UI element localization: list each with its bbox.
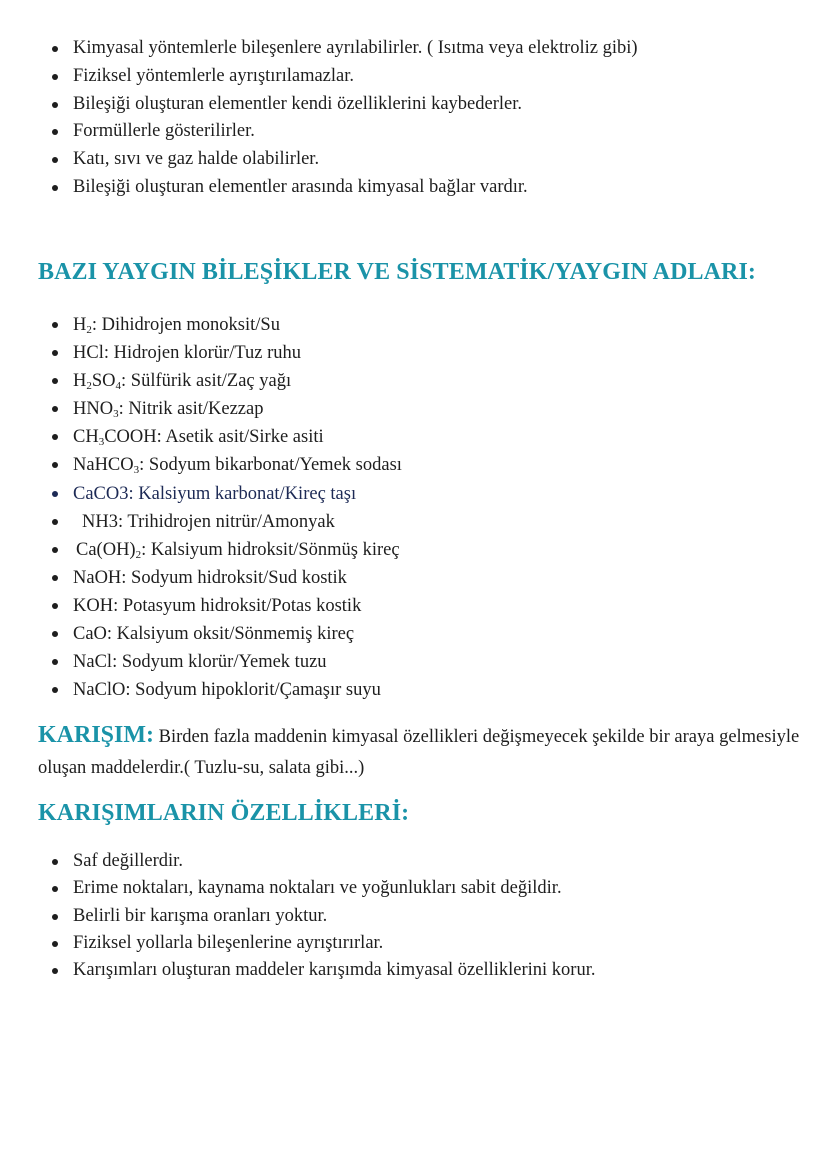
bullet-icon (52, 102, 58, 108)
compound-item (50, 480, 402, 508)
list-item: Saf değillerdir. (50, 848, 595, 875)
compound-item (50, 564, 402, 592)
bullet-icon (52, 914, 58, 920)
compound-item: $H_2SO_4$: Sülfürik asit/Zaç yağı (50, 367, 402, 395)
list-item: Bileşiği oluşturan elementler arasında kimyasal bağlar vardır. (50, 174, 638, 202)
mixture-definition (38, 720, 808, 784)
mixture-definition-text: Birden fazla maddenin kimyasal özellikleri değişmeyecek şekilde bir araya gelmesiyle oluşan maddelerdir.( Tuzlu-su, salata gibi...) (38, 727, 800, 778)
bullet-icon (52, 322, 58, 328)
list-item: Belirli bir karışma oranları yoktur. (50, 903, 595, 930)
compound-name: : Sülfürik asit/Zaç yağı (121, 371, 292, 392)
bullet-icon (52, 129, 58, 135)
bullet-icon (52, 74, 58, 80)
bullet-icon (52, 462, 58, 468)
compound-name: : Potasyum hidroksit/Potas kostik (113, 595, 362, 616)
compound-item: $HNO_3$: Nitrik asit/Kezzap (50, 395, 402, 423)
section-heading-common-compounds: BAZI YAYGIN BİLEŞİKLER VE SİSTEMATİK/YAYGIN ADLARI: (38, 259, 757, 285)
formula: Ca(OH) (76, 539, 136, 560)
formula: NH3 (82, 511, 118, 532)
list-item: Kimyasal yöntemlerle bileşenlere ayrılabilirler. ( Isıtma veya elektroliz gibi) (50, 35, 638, 63)
bullet-icon (52, 406, 58, 412)
compound-name: : Kalsiyum karbonat/Kireç taşı (128, 483, 357, 504)
compound-item (50, 676, 402, 704)
bullet-icon (52, 378, 58, 384)
formula: CaCO3 (73, 483, 129, 504)
list-item: Bileşiği oluşturan elementler kendi özelliklerini kaybederler. (50, 91, 638, 119)
compound-name: : Hidrojen klorür/Tuz ruhu (103, 343, 301, 364)
compound-item (50, 508, 402, 536)
list-item: Erime noktaları, kaynama noktaları ve yoğunlukları sabit değildir. (50, 875, 595, 902)
compound-name: : Sodyum hipoklorit/Çamaşır suyu (125, 680, 381, 701)
bullet-icon (52, 941, 58, 947)
list-item: Fiziksel yollarla bileşenlerine ayrıştırırlar. (50, 930, 595, 957)
compound-item: $H_2$: Dihidrojen monoksit/Su (50, 311, 402, 339)
mixture-term: KARIŞIM: (38, 722, 155, 748)
bullet-icon (52, 491, 58, 497)
formula: CaO (73, 624, 107, 645)
compound-name: : Nitrik asit/Kezzap (118, 399, 264, 420)
compound-item (50, 620, 402, 648)
formula: CH (73, 427, 99, 448)
formula: NaHCO (73, 455, 134, 476)
bullet-icon (52, 575, 58, 581)
compound-name: : Sodyum hidroksit/Sud kostik (121, 567, 347, 588)
bullet-icon (52, 886, 58, 892)
formula: H (73, 315, 87, 335)
compound-item: NaHCO$_3$: Sodyum bikarbonat/Yemek sodası (50, 451, 402, 479)
formula: HCl (73, 343, 104, 364)
bullet-icon (52, 603, 58, 609)
formula: NaClO (73, 680, 126, 701)
formula: H (73, 371, 87, 392)
section-heading-mixture-properties: KARIŞIMLARIN ÖZELLİKLERİ: (38, 800, 410, 826)
bullet-icon (52, 46, 58, 52)
compound-properties-list (50, 35, 638, 202)
list-item: Fiziksel yöntemlerle ayrıştırılamazlar. (50, 63, 638, 91)
formula: HNO (73, 399, 114, 420)
formula: NaCl (73, 652, 113, 673)
compound-item (50, 339, 402, 367)
list-item: Formüllerle gösterilirler. (50, 118, 638, 146)
list-item: Karışımları oluşturan maddeler karışımda kimyasal özelliklerini korur. (50, 957, 595, 984)
bullet-icon (52, 547, 58, 553)
compound-item: $CH_3COOH$: Asetik asit/Sirke asiti (50, 423, 402, 451)
bullet-icon (52, 631, 58, 637)
list-item: Katı, sıvı ve gaz halde olabilirler. (50, 146, 638, 174)
bullet-icon (52, 350, 58, 356)
compound-name: : Kalsiyum hidroksit/Sönmüş kireç (141, 539, 400, 560)
compound-item: $Ca(OH)_2$: Kalsiyum hidroksit/Sönmüş kireç (50, 536, 402, 564)
formula: KOH (73, 595, 114, 616)
formula: NaOH (73, 567, 122, 588)
compound-name: : Dihidrojen monoksit/Su (91, 315, 280, 335)
bullet-icon (52, 185, 58, 191)
compound-item (50, 592, 402, 620)
compound-name: : Asetik asit/Sirke asiti (156, 427, 324, 448)
bullet-icon (52, 434, 58, 440)
bullet-icon (52, 157, 58, 163)
bullet-icon (52, 659, 58, 665)
bullet-icon (52, 968, 58, 974)
compound-name: : Sodyum klorür/Yemek tuzu (112, 652, 327, 673)
compound-item (50, 648, 402, 676)
bullet-icon (52, 519, 58, 525)
mixture-properties-list (50, 848, 595, 984)
bullet-icon (52, 687, 58, 693)
compound-name: : Sodyum bikarbonat/Yemek sodası (139, 455, 402, 476)
common-compounds-list (50, 311, 402, 704)
compound-name: : Trihidrojen nitrür/Amonyak (117, 511, 335, 532)
bullet-icon (52, 859, 58, 865)
compound-name: : Kalsiyum oksit/Sönmemiş kireç (106, 624, 355, 645)
